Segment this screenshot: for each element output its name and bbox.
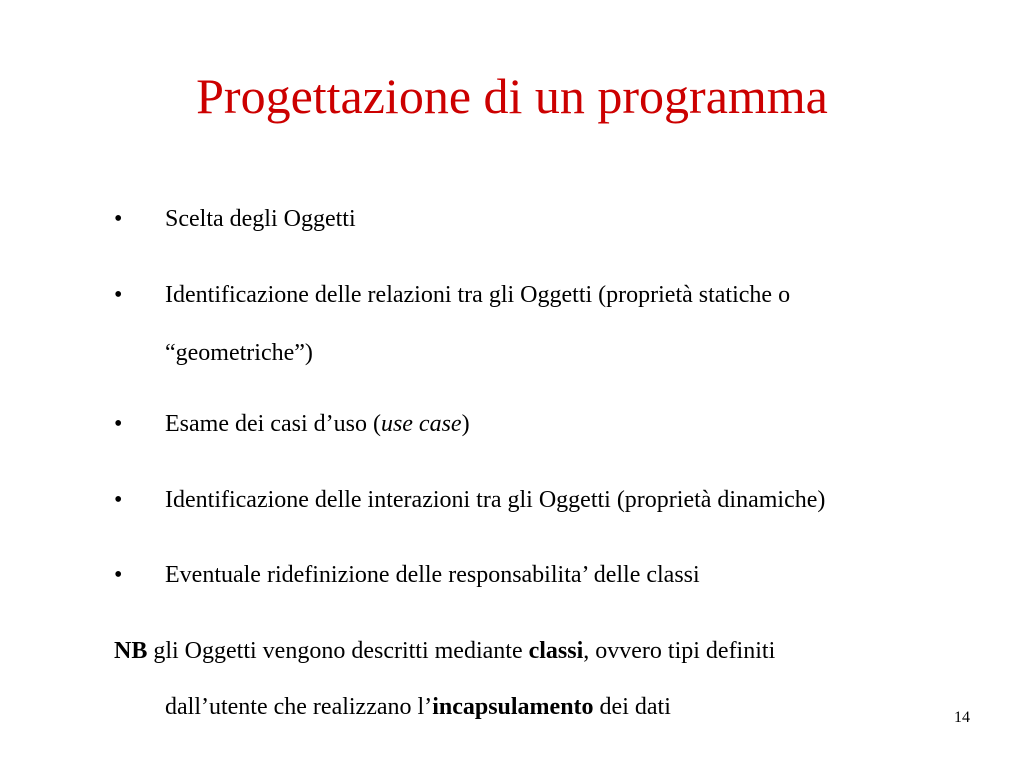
bullet-text-part: ) [461,411,470,437]
bullet-icon: • [114,206,123,232]
bullet-text: Eventuale ridefinizione delle responsabilita’ delle classi [165,562,700,588]
bullet-text: Identificazione delle relazioni tra gli Oggetti (proprietà statiche o [165,282,791,308]
note-line [114,636,775,666]
bullet-text: Scelta degli Oggetti [165,206,356,232]
bullet-continuation: “geometriche”) [165,340,313,366]
bullet-text: Identificazione delle interazioni tra gli Oggetti (proprietà dinamiche) [165,487,826,513]
note-keyword: classi [528,638,584,664]
bullet-icon: • [114,487,123,513]
note-keyword: incapsulamento [432,694,594,720]
use-case-term: use case [380,411,462,437]
note-line [165,692,671,722]
slide-title: Progettazione di un programma [196,68,828,124]
note-label: NB [114,638,148,664]
bullet-text-part: Esame dei casi d’uso ( [165,411,381,437]
note-text: dall’utente che realizzano l’ [165,694,433,720]
note-text: , ovvero tipi definiti [583,638,776,664]
page-number: 14 [954,709,970,726]
bullet-icon: • [114,411,123,437]
note-text: dei dati [593,694,671,720]
bullet-text [165,409,470,439]
bullet-icon: • [114,562,123,588]
bullet-icon: • [114,282,123,308]
note-text: gli Oggetti vengono descritti mediante [147,638,529,664]
